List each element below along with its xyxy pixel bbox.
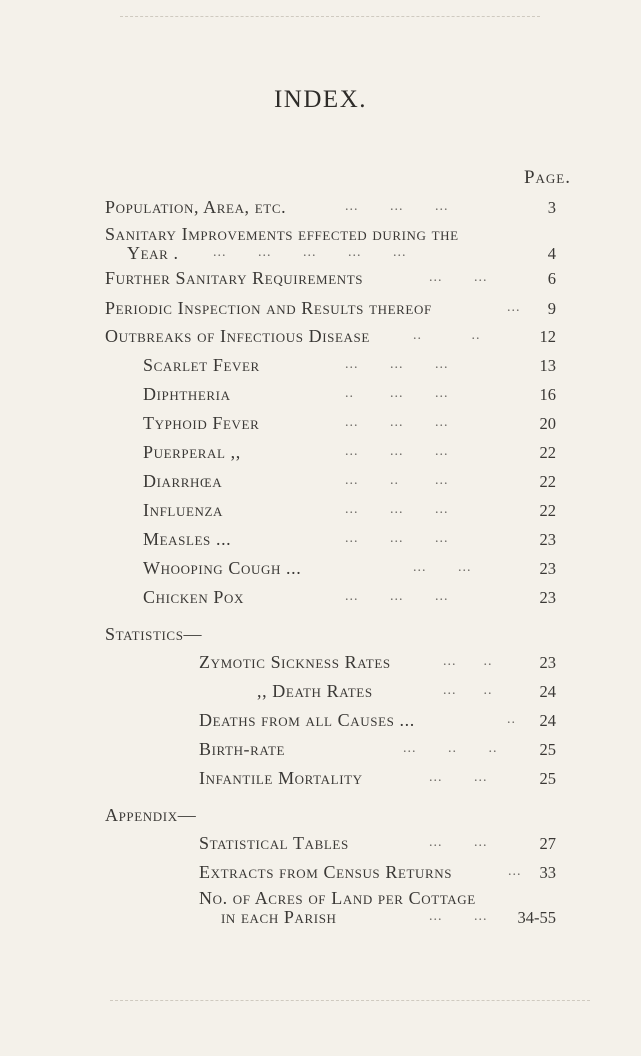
index-entry-page: 34-55 (517, 908, 556, 927)
index-entry-label: Sanitary Improvements effected during the (105, 224, 459, 244)
index-entry-label: Measles ... (143, 529, 232, 549)
leader-dots: ... ... (429, 770, 488, 785)
index-entry-label: Deaths from all Causes ... (199, 710, 415, 730)
index-entry-page: 27 (539, 834, 556, 853)
leader-dots: ... ... (413, 560, 472, 575)
leader-dots: ... ... (429, 835, 488, 850)
index-entry-label: Zymotic Sickness Rates (199, 652, 391, 672)
index-entry-label: Diarrhœa (143, 471, 223, 491)
leader-dots: ... ... ... (345, 357, 449, 372)
leader-dots: ... ... ... (345, 415, 449, 430)
index-entry-page: 3 (547, 198, 556, 217)
index-entry-label: Statistical Tables (199, 833, 349, 853)
index-entry-label-continued: Year . (127, 243, 179, 263)
index-entry-page: 22 (539, 501, 556, 520)
index-entry-page: 23 (539, 653, 556, 672)
leader-dots: ... ... ... (345, 502, 449, 517)
index-entry-label: Infantile Mortality (199, 768, 363, 788)
index-entry-page: 23 (539, 588, 556, 607)
index-entry-label: No. of Acres of Land per Cottage (199, 888, 476, 908)
index-entry-label-continued: in each Parish (221, 907, 337, 927)
index-entry-page: 22 (539, 443, 556, 462)
index-entry-page: 24 (539, 711, 556, 730)
leader-dots: ... (508, 864, 522, 879)
page-title: INDEX. (273, 86, 367, 113)
leader-dots: ... ... (429, 270, 488, 285)
index-entry-page: 16 (539, 385, 556, 404)
section-heading-statistics: Statistics— (105, 624, 203, 644)
leader-dots: ... ... ... (345, 589, 449, 604)
index-entry-label: ,, Death Rates (257, 681, 373, 701)
index-entry-label: Extracts from Census Returns (199, 862, 453, 882)
leader-dots: ... ... ... (345, 444, 449, 459)
index-entry-page: 4 (547, 244, 556, 263)
index-entry-label: Birth-rate (199, 739, 286, 759)
section-heading-appendix: Appendix— (105, 805, 197, 825)
index-entry-page: 13 (539, 356, 556, 375)
leader-dots: ... .. (443, 654, 493, 669)
index-entry-label: Diphtheria (143, 384, 231, 404)
index-entry-page: 6 (547, 269, 556, 288)
index-entry-label: Puerperal ,, (143, 442, 241, 462)
index-entry-page: 12 (539, 327, 556, 346)
index-entry-page: 25 (539, 740, 556, 759)
index-entry-label: Typhoid Fever (143, 413, 260, 433)
index-entry-label: Scarlet Fever (143, 355, 260, 375)
top-rule (120, 16, 540, 17)
leader-dots: ... ... ... ... ... (213, 245, 407, 260)
index-entry-label: Outbreaks of Infectious Disease (105, 326, 370, 346)
page-column-header: Page. (523, 167, 571, 188)
index-entry-label: Influenza (143, 500, 223, 520)
bottom-rule (110, 1000, 590, 1001)
index-entry-label: Periodic Inspection and Results thereof (105, 298, 432, 318)
index-entry-page: 25 (539, 769, 556, 788)
index-entry-label: Population, Area, etc. (105, 197, 287, 217)
leader-dots: ... (507, 300, 521, 315)
index-entry-label: Further Sanitary Requirements (105, 268, 364, 288)
leader-dots: ... ... (429, 909, 488, 924)
index-entry-page: 9 (547, 299, 556, 318)
index-entry-label: Chicken Pox (143, 587, 244, 607)
leader-dots: ... ... ... (345, 531, 449, 546)
leader-dots: ... ... ... (345, 199, 449, 214)
leader-dots: ... .. (443, 683, 493, 698)
index-entry-page: 23 (539, 559, 556, 578)
leader-dots: .. (507, 712, 516, 727)
leader-dots: ... .. ... (345, 473, 449, 488)
index-entry-page: 23 (539, 530, 556, 549)
index-entry-page: 33 (539, 863, 556, 882)
index-entry-label: Whooping Cough ... (143, 558, 302, 578)
index-entry-page: 20 (539, 414, 556, 433)
leader-dots: .. ... ... (345, 386, 449, 401)
index-entry-page: 24 (539, 682, 556, 701)
leader-dots: .. .. (413, 328, 481, 343)
index-entry-page: 22 (539, 472, 556, 491)
leader-dots: ... .. .. (403, 741, 498, 756)
